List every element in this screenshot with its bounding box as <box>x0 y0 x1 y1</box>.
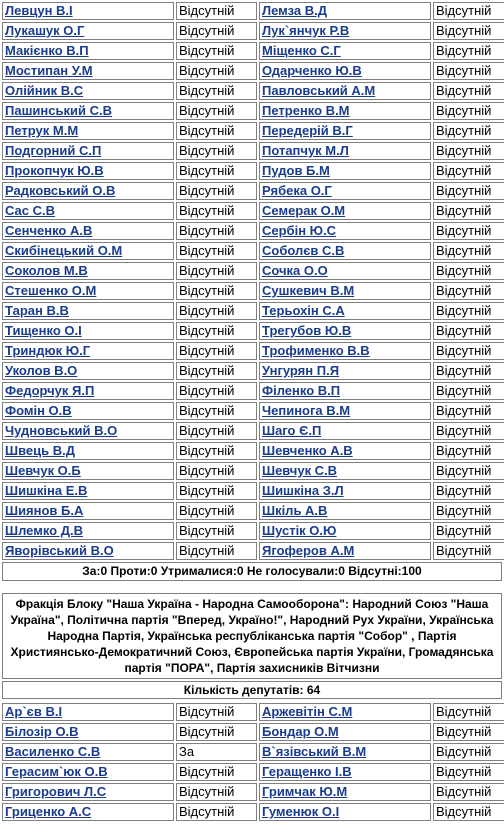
table-row <box>2 322 504 340</box>
vote-status: Відсутній <box>176 362 257 380</box>
deputy-link[interactable]: В`язівський В.М <box>262 744 367 759</box>
table-row <box>2 402 504 420</box>
deputy-link[interactable]: Прокопчук Ю.В <box>5 163 104 178</box>
deputy-link[interactable]: Гуменюк О.І <box>262 804 340 819</box>
deputy-link[interactable]: Григорович Л.С <box>5 784 107 799</box>
deputy-link[interactable]: Герасим`юк О.В <box>5 764 108 779</box>
table-row <box>2 62 504 80</box>
vote-status: Відсутній <box>176 703 257 721</box>
deputy-name-cell <box>2 302 174 320</box>
vote-status: Відсутній <box>176 402 257 420</box>
deputy-name-cell <box>2 282 174 300</box>
deputy-name-cell <box>259 342 431 360</box>
deputy-name-cell <box>259 122 431 140</box>
table-row <box>2 342 504 360</box>
deputy-name-cell <box>259 703 431 721</box>
vote-status: Відсутній <box>433 402 504 420</box>
deputy-name-cell <box>259 382 431 400</box>
vote-status: Відсутній <box>433 2 504 20</box>
vote-status: Відсутній <box>433 202 504 220</box>
table-row <box>2 803 504 821</box>
deputy-name-cell <box>259 482 431 500</box>
vote-status: Відсутній <box>176 22 257 40</box>
vote-status: Відсутній <box>176 42 257 60</box>
table-row <box>2 222 504 240</box>
table-row <box>2 42 504 60</box>
vote-status: Відсутній <box>433 703 504 721</box>
deputy-link[interactable]: Лемза В.Д <box>262 3 328 18</box>
deputy-name-cell <box>259 202 431 220</box>
deputy-link[interactable]: Шевчук С.В <box>262 463 338 478</box>
vote-status: Відсутній <box>433 783 504 801</box>
deputy-name-cell <box>259 723 431 741</box>
deputy-link[interactable]: Білозір О.В <box>5 724 79 739</box>
deputy-name-cell <box>259 462 431 480</box>
deputy-link[interactable]: Олійник В.С <box>5 83 84 98</box>
deputy-name-cell <box>259 322 431 340</box>
deputy-link[interactable]: Чепинога В.М <box>262 403 351 418</box>
deputy-link[interactable]: Аржевітін С.М <box>262 704 353 719</box>
deputy-link[interactable]: Триндюк Ю.Г <box>5 343 91 358</box>
vote-status: Відсутній <box>176 162 257 180</box>
vote-status: Відсутній <box>433 502 504 520</box>
vote-status: Відсутній <box>433 62 504 80</box>
vote-status: Відсутній <box>176 2 257 20</box>
deputy-name-cell <box>2 743 174 761</box>
deputy-link[interactable]: Левцун В.І <box>5 3 73 18</box>
deputy-name-cell <box>259 82 431 100</box>
vote-status: Відсутній <box>433 182 504 200</box>
deputy-link[interactable]: Мостипан У.М <box>5 63 93 78</box>
table-row <box>2 2 504 20</box>
deputy-link[interactable]: Лук`янчук Р.В <box>262 23 350 38</box>
table-row <box>2 462 504 480</box>
table-row <box>2 743 504 761</box>
deputy-link[interactable]: Шишкіна Е.В <box>5 483 88 498</box>
deputy-name-cell <box>259 42 431 60</box>
vote-status: Відсутній <box>176 182 257 200</box>
vote-status: Відсутній <box>176 122 257 140</box>
deputy-link[interactable]: Швець В.Д <box>5 443 75 458</box>
table-row <box>2 502 504 520</box>
deputy-link[interactable]: Унгурян П.Я <box>262 363 340 378</box>
deputy-name-cell <box>259 402 431 420</box>
vote-status: Відсутній <box>176 542 257 560</box>
vote-status: Відсутній <box>176 462 257 480</box>
table-row <box>2 703 504 721</box>
deputy-name-cell <box>259 62 431 80</box>
vote-status: Відсутній <box>433 42 504 60</box>
table-row <box>2 162 504 180</box>
deputy-name-cell <box>259 302 431 320</box>
vote-status: Відсутній <box>433 142 504 160</box>
deputy-name-cell <box>2 402 174 420</box>
deputy-name-cell <box>259 102 431 120</box>
deputy-name-cell <box>2 422 174 440</box>
deputy-link[interactable]: Стешенко О.М <box>5 283 97 298</box>
deputy-link[interactable]: Семерак О.М <box>262 203 346 218</box>
deputy-name-cell <box>259 763 431 781</box>
deputy-name-cell <box>259 182 431 200</box>
deputy-link[interactable]: Сас С.В <box>5 203 56 218</box>
deputy-link[interactable]: Шиянов Б.А <box>5 503 84 518</box>
deputy-link[interactable]: Сербін Ю.С <box>262 223 337 238</box>
section-separator <box>0 583 504 591</box>
faction-title: Фракція Блоку "Наша Україна - Народна Самооборона": Народний Союз "Наша Україна", Політична партія "Вперед, Україно!", Народний Рух України, Українська Народна Партія, Українська республіканська партія "Собор" , Партія Християнсько-Демократичний Союз, Європейська партія України, Громадянська партія "ПОРА", Партія захисників Вітчизни <box>2 593 502 679</box>
deputy-link[interactable]: Ягоферов А.М <box>262 543 355 558</box>
deputy-name-cell <box>2 763 174 781</box>
deputy-link[interactable]: Чудновський В.О <box>5 423 118 438</box>
vote-status: Відсутній <box>433 763 504 781</box>
deputy-link[interactable]: Передерій В.Г <box>262 123 353 138</box>
vote-status: Відсутній <box>176 803 257 821</box>
deputy-name-cell <box>2 82 174 100</box>
deputy-name-cell <box>2 342 174 360</box>
deputy-name-cell <box>259 2 431 20</box>
deputy-link[interactable]: Петрук М.М <box>5 123 79 138</box>
faction-deputy-count: Кількість депутатів: 64 <box>2 681 502 699</box>
deputy-link[interactable]: Шкіль А.В <box>262 503 328 518</box>
deputy-name-cell <box>2 482 174 500</box>
table-row <box>2 482 504 500</box>
vote-status: Відсутній <box>176 783 257 801</box>
deputy-name-cell <box>259 803 431 821</box>
vote-status: Відсутній <box>176 222 257 240</box>
deputy-name-cell <box>2 322 174 340</box>
deputy-name-cell <box>2 2 174 20</box>
vote-status: Відсутній <box>433 522 504 540</box>
deputy-link[interactable]: Шишкіна З.Л <box>262 483 344 498</box>
deputy-name-cell <box>2 142 174 160</box>
deputy-name-cell <box>259 422 431 440</box>
deputy-link[interactable]: Потапчук М.Л <box>262 143 349 158</box>
vote-status: Відсутній <box>176 82 257 100</box>
vote-status: Відсутній <box>433 322 504 340</box>
deputy-link[interactable]: Федорчук Я.П <box>5 383 95 398</box>
table-row <box>2 22 504 40</box>
vote-status: Відсутній <box>433 82 504 100</box>
vote-status: Відсутній <box>433 302 504 320</box>
deputy-name-cell <box>259 22 431 40</box>
deputy-name-cell <box>2 442 174 460</box>
vote-status: Відсутній <box>176 763 257 781</box>
deputy-link[interactable]: Радковський О.В <box>5 183 116 198</box>
deputy-link[interactable]: Гриценко А.С <box>5 804 92 819</box>
deputy-name-cell <box>259 362 431 380</box>
votes-table-bottom <box>0 701 504 823</box>
deputy-link[interactable]: Одарченко Ю.В <box>262 63 362 78</box>
vote-status: За <box>176 743 257 761</box>
deputy-name-cell <box>2 202 174 220</box>
deputy-link[interactable]: Шевчук О.Б <box>5 463 81 478</box>
deputy-name-cell <box>259 442 431 460</box>
deputy-name-cell <box>2 222 174 240</box>
vote-status: Відсутній <box>176 482 257 500</box>
deputy-link[interactable]: Шлемко Д.В <box>5 523 83 538</box>
vote-status: Відсутній <box>176 322 257 340</box>
deputy-link[interactable]: Філенко В.П <box>262 383 341 398</box>
vote-status: Відсутній <box>176 522 257 540</box>
deputy-name-cell <box>259 142 431 160</box>
deputy-link[interactable]: Рябека О.Г <box>262 183 332 198</box>
deputy-link[interactable]: Терьохін С.А <box>262 303 345 318</box>
deputy-name-cell <box>259 743 431 761</box>
deputy-link[interactable]: Петренко В.М <box>262 103 350 118</box>
vote-status: Відсутній <box>433 442 504 460</box>
vote-status: Відсутній <box>176 302 257 320</box>
vote-status: Відсутній <box>433 282 504 300</box>
table-row <box>2 122 504 140</box>
deputy-name-cell <box>259 522 431 540</box>
deputy-name-cell <box>259 222 431 240</box>
deputy-name-cell <box>2 462 174 480</box>
deputy-link[interactable]: Шевченко А.В <box>262 443 353 458</box>
deputy-link[interactable]: Пудов Б.М <box>262 163 330 178</box>
deputy-link[interactable]: Геращенко І.В <box>262 764 352 779</box>
table-row <box>2 422 504 440</box>
vote-status: Відсутній <box>176 282 257 300</box>
table-row <box>2 142 504 160</box>
deputy-name-cell <box>259 783 431 801</box>
vote-status: Відсутній <box>433 102 504 120</box>
vote-status: Відсутній <box>433 382 504 400</box>
deputy-name-cell <box>2 542 174 560</box>
table-row <box>2 182 504 200</box>
deputy-name-cell <box>2 42 174 60</box>
table-row <box>2 362 504 380</box>
table-row <box>2 302 504 320</box>
vote-status: Відсутній <box>176 442 257 460</box>
table-row <box>2 242 504 260</box>
deputy-name-cell <box>2 502 174 520</box>
table-row <box>2 382 504 400</box>
deputy-link[interactable]: Скибінецький О.М <box>5 243 123 258</box>
deputy-name-cell <box>2 783 174 801</box>
table-row <box>2 522 504 540</box>
vote-status: Відсутній <box>433 342 504 360</box>
vote-status: Відсутній <box>433 482 504 500</box>
table-row <box>2 542 504 560</box>
vote-status: Відсутній <box>433 542 504 560</box>
deputy-name-cell <box>259 262 431 280</box>
vote-status: Відсутній <box>176 382 257 400</box>
deputy-name-cell <box>2 803 174 821</box>
deputy-link[interactable]: Подгорний С.П <box>5 143 102 158</box>
deputy-link[interactable]: Соболєв С.В <box>262 243 345 258</box>
vote-status: Відсутній <box>176 202 257 220</box>
table-row <box>2 723 504 741</box>
vote-status: Відсутній <box>176 723 257 741</box>
table-row <box>2 442 504 460</box>
deputy-link[interactable]: Пашинський С.В <box>5 103 112 118</box>
deputy-name-cell <box>2 62 174 80</box>
deputy-link[interactable]: Василенко С.В <box>5 744 101 759</box>
vote-status: Відсутній <box>176 342 257 360</box>
table-row <box>2 262 504 280</box>
deputy-link[interactable]: Уколов В.О <box>5 363 78 378</box>
deputy-link[interactable]: Фомін О.В <box>5 403 72 418</box>
vote-status: Відсутній <box>433 162 504 180</box>
vote-status: Відсутній <box>176 102 257 120</box>
vote-status: Відсутній <box>433 743 504 761</box>
deputy-link[interactable]: Сенченко А.В <box>5 223 93 238</box>
deputy-name-cell <box>2 182 174 200</box>
deputy-name-cell <box>2 22 174 40</box>
faction-header-table <box>0 591 504 701</box>
deputy-link[interactable]: Ар`єв В.І <box>5 704 63 719</box>
deputy-link[interactable]: Лукашук О.Г <box>5 23 85 38</box>
vote-status: Відсутній <box>176 242 257 260</box>
deputy-link[interactable]: Таран В.В <box>5 303 69 318</box>
vote-status: Відсутній <box>176 62 257 80</box>
deputy-link[interactable]: Шаго Є.П <box>262 423 322 438</box>
deputy-name-cell <box>2 162 174 180</box>
deputy-link[interactable]: Міщенко С.Г <box>262 43 341 58</box>
deputy-link[interactable]: Трегубов Ю.В <box>262 323 352 338</box>
deputy-name-cell <box>2 703 174 721</box>
deputy-name-cell <box>259 502 431 520</box>
vote-status: Відсутній <box>176 262 257 280</box>
deputy-link[interactable]: Гримчак Ю.М <box>262 784 348 799</box>
vote-summary: За:0 Проти:0 Утрималися:0 Не голосували:0 Відсутні:100 <box>2 562 502 581</box>
table-row <box>2 763 504 781</box>
deputy-name-cell <box>2 522 174 540</box>
deputy-name-cell <box>2 242 174 260</box>
deputy-name-cell <box>2 362 174 380</box>
table-row <box>2 202 504 220</box>
vote-status: Відсутній <box>433 262 504 280</box>
deputy-name-cell <box>2 102 174 120</box>
table-row <box>2 82 504 100</box>
vote-status: Відсутній <box>433 22 504 40</box>
vote-status: Відсутній <box>433 222 504 240</box>
deputy-name-cell <box>259 242 431 260</box>
vote-status: Відсутній <box>433 362 504 380</box>
vote-status: Відсутній <box>433 122 504 140</box>
deputy-link[interactable]: Сушкевич В.М <box>262 283 355 298</box>
deputy-link[interactable]: Яворівський В.О <box>5 543 114 558</box>
vote-status: Відсутній <box>176 422 257 440</box>
deputy-name-cell <box>259 162 431 180</box>
vote-status: Відсутній <box>433 723 504 741</box>
table-row <box>2 282 504 300</box>
vote-status: Відсутній <box>176 502 257 520</box>
deputy-link[interactable]: Сочка О.О <box>262 263 328 278</box>
deputy-name-cell <box>2 122 174 140</box>
deputy-name-cell <box>2 262 174 280</box>
deputy-link[interactable]: Трофименко В.В <box>262 343 370 358</box>
vote-status: Відсутній <box>433 803 504 821</box>
vote-status: Відсутній <box>176 142 257 160</box>
deputy-link[interactable]: Соколов М.В <box>5 263 88 278</box>
deputy-name-cell <box>2 723 174 741</box>
deputy-name-cell <box>2 382 174 400</box>
deputy-name-cell <box>259 282 431 300</box>
deputy-name-cell <box>259 542 431 560</box>
deputy-link[interactable]: Шустік О.Ю <box>262 523 337 538</box>
deputy-link[interactable]: Макієнко В.П <box>5 43 89 58</box>
vote-summary-table <box>0 560 504 583</box>
vote-status: Відсутній <box>433 462 504 480</box>
deputy-link[interactable]: Бондар О.М <box>262 724 339 739</box>
deputy-link[interactable]: Тищенко О.І <box>5 323 82 338</box>
table-row <box>2 102 504 120</box>
table-row <box>2 783 504 801</box>
vote-status: Відсутній <box>433 242 504 260</box>
deputy-link[interactable]: Павловський А.М <box>262 83 376 98</box>
vote-status: Відсутній <box>433 422 504 440</box>
